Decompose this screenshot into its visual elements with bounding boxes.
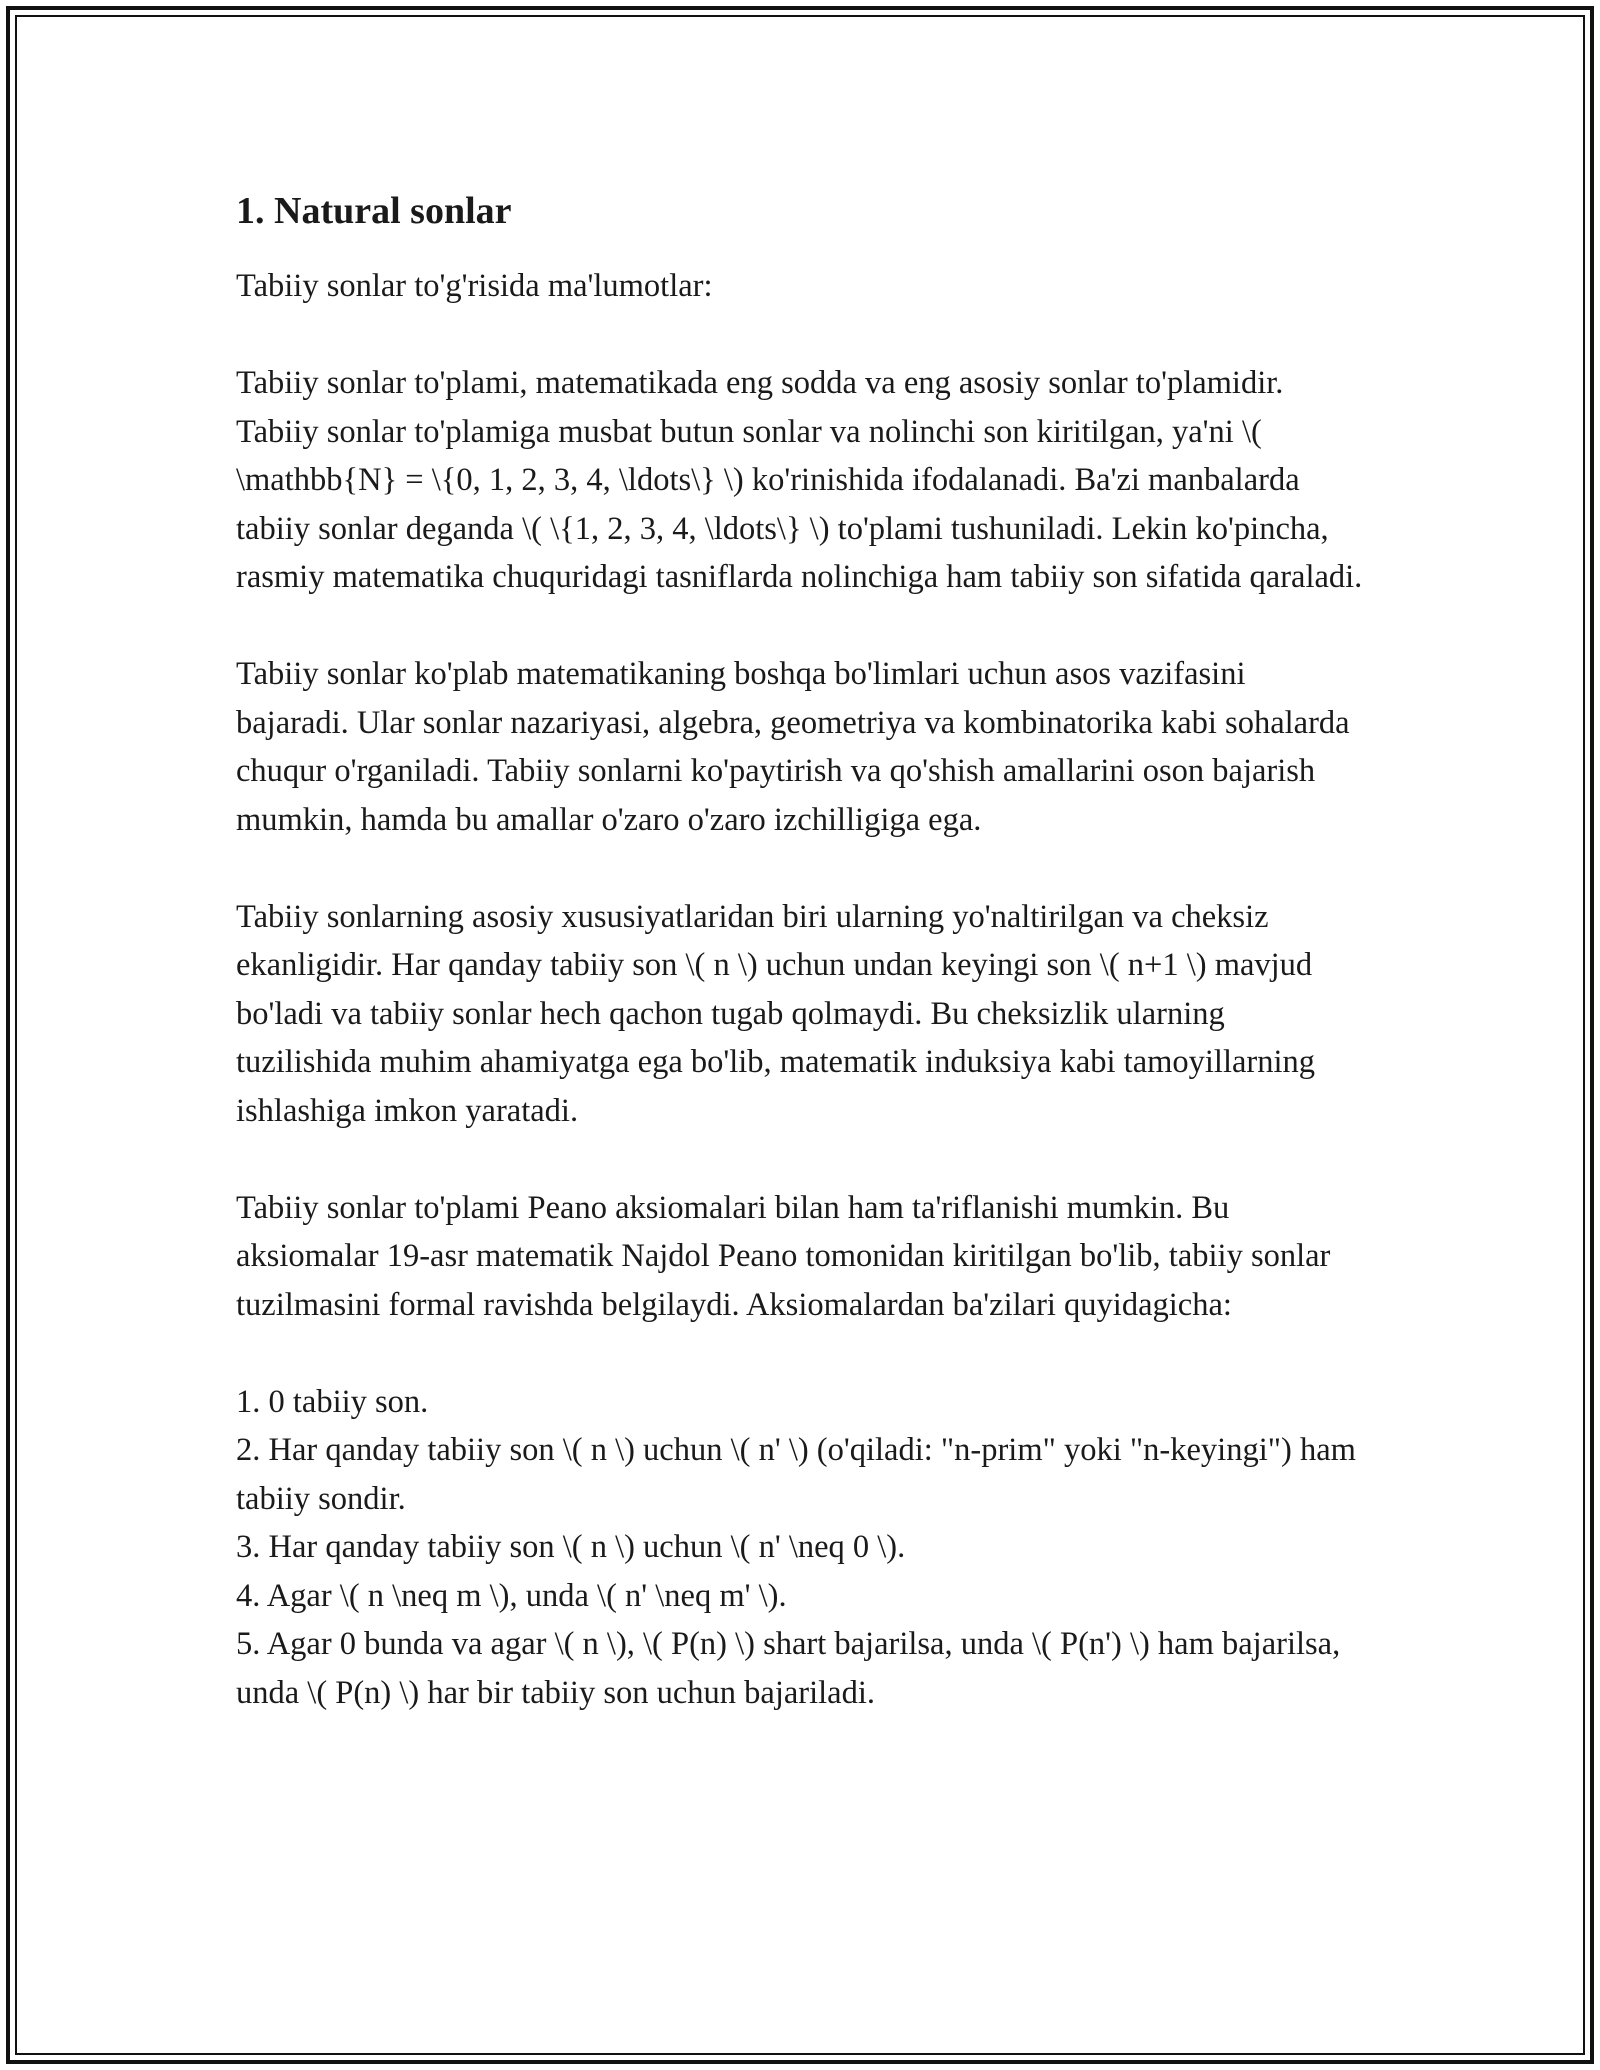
paragraph-4: Tabiiy sonlar to'plami Peano aksiomalari bilan ham ta'riflanishi mumkin. Bu aksiomalar 19-asr matematik Najdol Peano tomonidan kiritilgan bo'lib, tabiiy sonlar tuzilmasini formal ravishda belgilaydi. Aksiomalardan ba'zilari quyidagicha: xyxy=(236,1189,1331,1323)
axiom-item: 1. 0 tabiiy son. xyxy=(236,1383,429,1420)
axiom-item: 3. Har qanday tabiiy son \( n \) uchun \( n' \neq 0 \). xyxy=(236,1529,906,1565)
axiom-list xyxy=(236,1378,1366,1718)
paragraph-1: Tabiiy sonlar to'plami, matematikada eng sodda va eng asosiy sonlar to'plamidir. Tabiiy sonlar to'plamiga musbat butun sonlar va nolinchi son kiritilgan, ya'ni \( \mathbb{N} = \{0, 1, 2, 3, 4, \ldots\} \) ko'rinishida ifodalanadi. Ba'zi manbalarda tabiiy sonlar deganda \( \{1, 2, 3, 4, \ldots\} \) to'plami tushuniladi. Lekin ko'pincha, rasmiy matematika chuquridagi tasniflarda nolinchiga ham tabiiy son sifatida qaraladi. xyxy=(236,365,1363,595)
document-body xyxy=(236,186,1366,1717)
intro-text: Tabiiy sonlar to'g'risida ma'lumotlar: xyxy=(236,268,713,304)
paragraph-2: Tabiiy sonlar ko'plab matematikaning boshqa bo'limlari uchun asos vazifasini bajaradi. Ular sonlar nazariyasi, algebra, geometriya va kombinatorika kabi sohalarda chuqur o'rganiladi. Tabiiy sonlarni ko'paytirish va qo'shish amallarini oson bajarish mumkin, hamda bu amallar o'zaro o'zaro izchilligiga ega. xyxy=(236,656,1350,838)
axiom-item: 5. Agar 0 bunda va agar \( n \), \( P(n) \) shart bajarilsa, unda \( P(n') \) ham bajarilsa, unda \( P(n) \) har bir tabiiy son uchun bajariladi. xyxy=(236,1626,1341,1711)
axiom-item: 2. Har qanday tabiiy son \( n \) uchun \( n' \) (o'qiladi: "n-prim" yoki "n-keyingi") ham tabiiy sondir. xyxy=(236,1432,1356,1517)
section-heading: 1. Natural sonlar xyxy=(236,190,512,232)
paragraph-3: Tabiiy sonlarning asosiy xususiyatlaridan biri ularning yo'naltirilgan va cheksiz ekanligidir. Har qanday tabiiy son \( n \) uchun undan keyingi son \( n+1 \) mavjud bo'ladi va tabiiy sonlar hech qachon tugab qolmaydi. Bu cheksizlik ularning tuzilishida muhim ahamiyatga ega bo'lib, matematik induksiya kabi tamoyillarning ishlashiga imkon yaratadi. xyxy=(236,898,1316,1129)
axiom-item: 4. Agar \( n \neq m \), unda \( n' \neq m' \). xyxy=(236,1577,787,1614)
